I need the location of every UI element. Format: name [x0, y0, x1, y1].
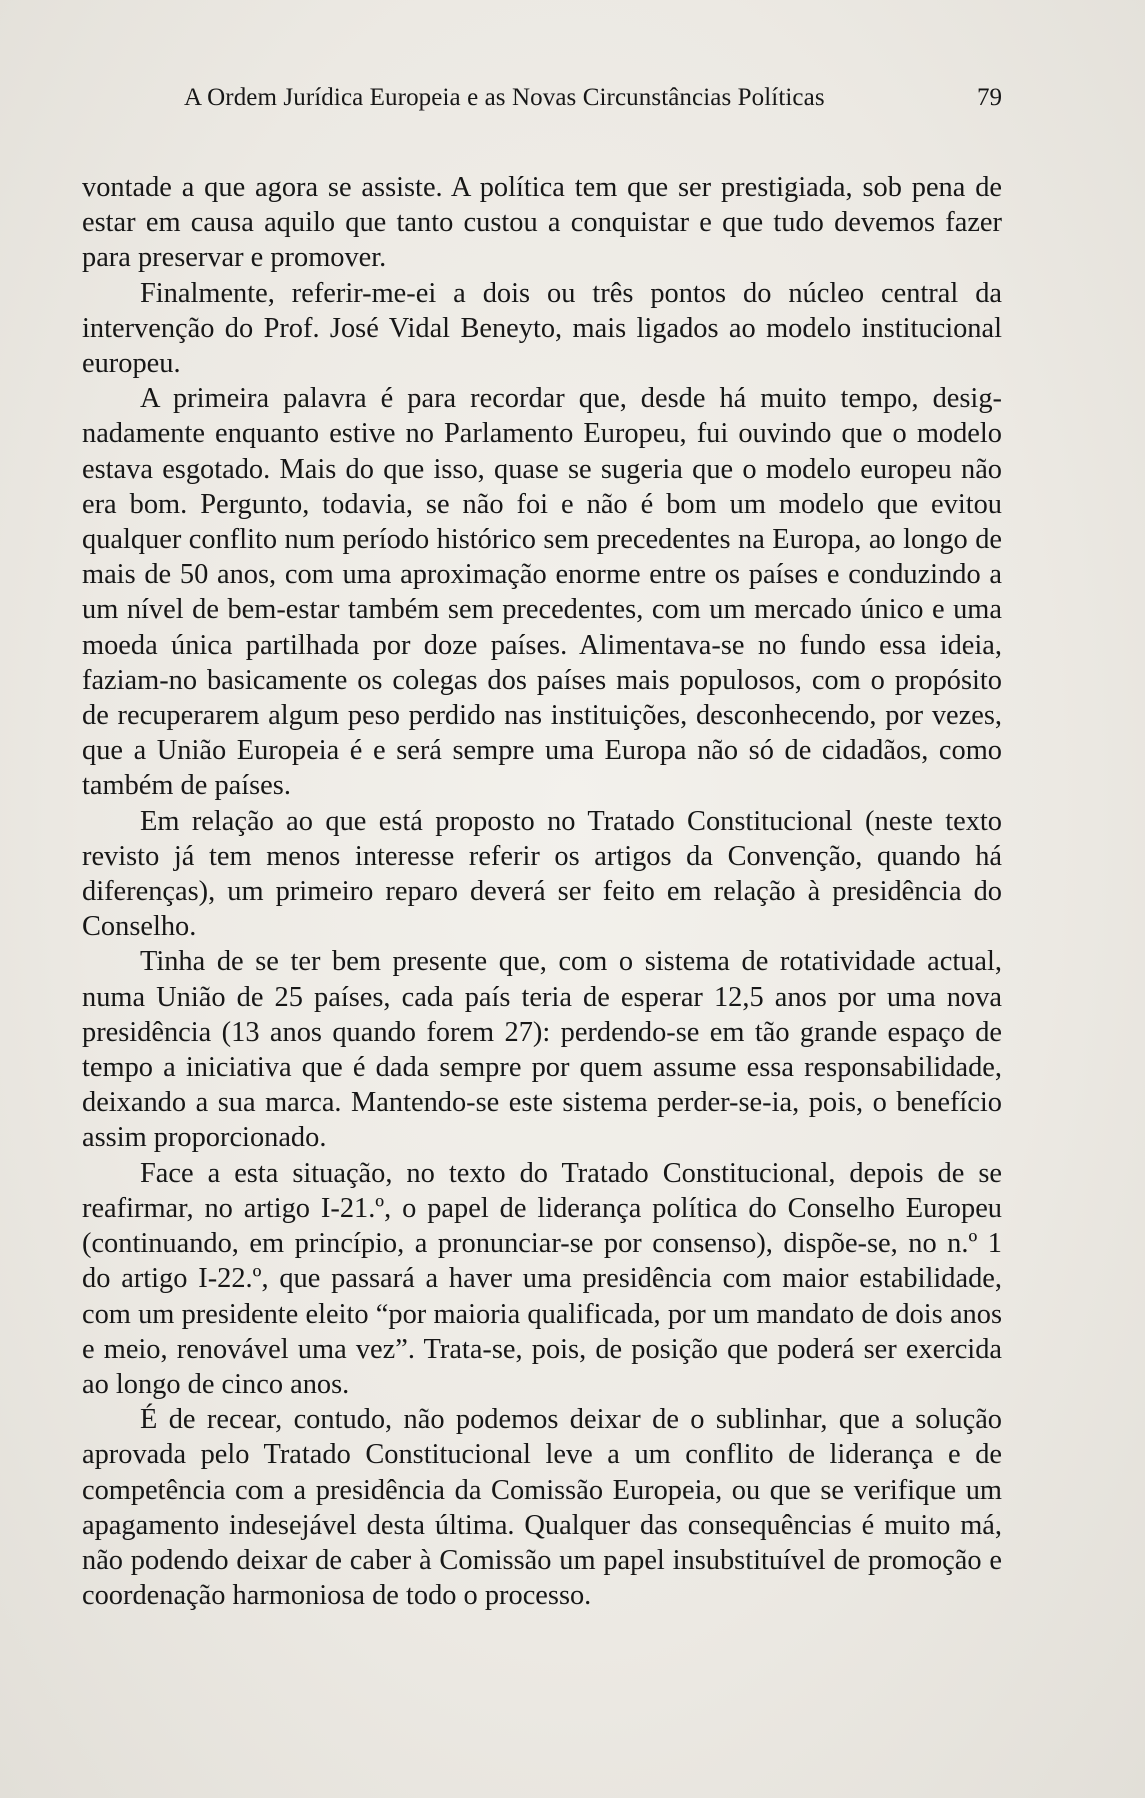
paragraph: É de recear, contudo, não podemos deixar de o sublinhar, que a solução aprovada pelo Tratado Constitucional leve a um conflito de liderança e de competência com a presidência da Comissão Europeia, ou que se verifique um apagamento indesejável desta última. Qualquer das consequências é muito má, não podendo deixar de caber à Comissão um papel insubstituível de promoção e coordenação harmoniosa de todo o processo. [82, 1404, 1002, 1612]
body-text [82, 170, 1002, 1613]
paragraph: Finalmente, referir-me-ei a dois ou três pontos do núcleo central da intervenção do Prof. José Vidal Beneyto, mais ligados ao modelo institucional europeu. [82, 277, 1002, 380]
paragraph: Em relação ao que está proposto no Tratado Constitucional (neste texto revisto já tem menos interesse referir os artigos da Convenção, quando há diferenças), um primeiro reparo deverá ser feito em relação à presidência do Conselho. [82, 805, 1002, 943]
paragraph: A primeira palavra é para recordar que, desde há muito tempo, designadamente enquanto estive no Parlamento Europeu, fui ouvindo que o modelo estava esgotado. Mais do que isso, quase se sugeria que o modelo europeu não era bom. Pergunto, todavia, se não foi e não é bom um modelo que evitou qualquer conflito num período histórico sem precedentes na Europa, ao longo de mais de 50 anos, com uma aproximação enorme entre os países e conduzindo a um nível de bem-estar também sem precedentes, com um mercado único e uma moeda única partilhada por doze países. Alimentava-se no fundo essa ideia, faziam-no basicamente os colegas dos países mais populosos, com o propósito de recuperarem algum peso perdido nas instituições, desconhecendo, por vezes, que a União Europeia é e será sempre uma Europa não só de cidadãos, como também de países. [82, 383, 1002, 802]
paragraph-continuation: vontade a que agora se assiste. A política tem que ser prestigiada, sob pena de estar em causa aquilo que tanto custou a conquistar e que tudo devemos fazer para preservar e promover. [82, 172, 1002, 274]
running-header [82, 68, 1002, 128]
paragraph: Face a esta situação, no texto do Tratado Constitucional, depois de se reafirmar, no artigo I-21.º, o papel de liderança política do Conselho Europeu (continuando, em princípio, a pronunciar-se por consenso), dispõe-se, no n.º 1 do artigo I-22.º, que passará a haver uma presidência com maior estabilidade, com um presidente eleito “por maioria qualificada, por um mandato de dois anos e meio, renovável uma vez”. Trata-se, pois, de posição que poderá ser exercida ao longo de cinco anos. [82, 1157, 1002, 1400]
page-number: 79 [977, 84, 1002, 111]
paragraph: Tinha de se ter bem presente que, com o sistema de rotatividade actual, numa União de 25 países, cada país teria de esperar 12,5 anos por uma nova presidência (13 anos quando forem 27): perdendo-se em tão grande espaço de tempo a iniciativa que é dada sempre por quem assume essa responsabilidade, deixando a sua marca. Mantendo-se este sistema perder-se-ia, pois, o benefício assim proporcionado. [82, 946, 1002, 1154]
running-header-title: A Ordem Jurídica Europeia e as Novas Circunstâncias Políticas [184, 84, 825, 111]
